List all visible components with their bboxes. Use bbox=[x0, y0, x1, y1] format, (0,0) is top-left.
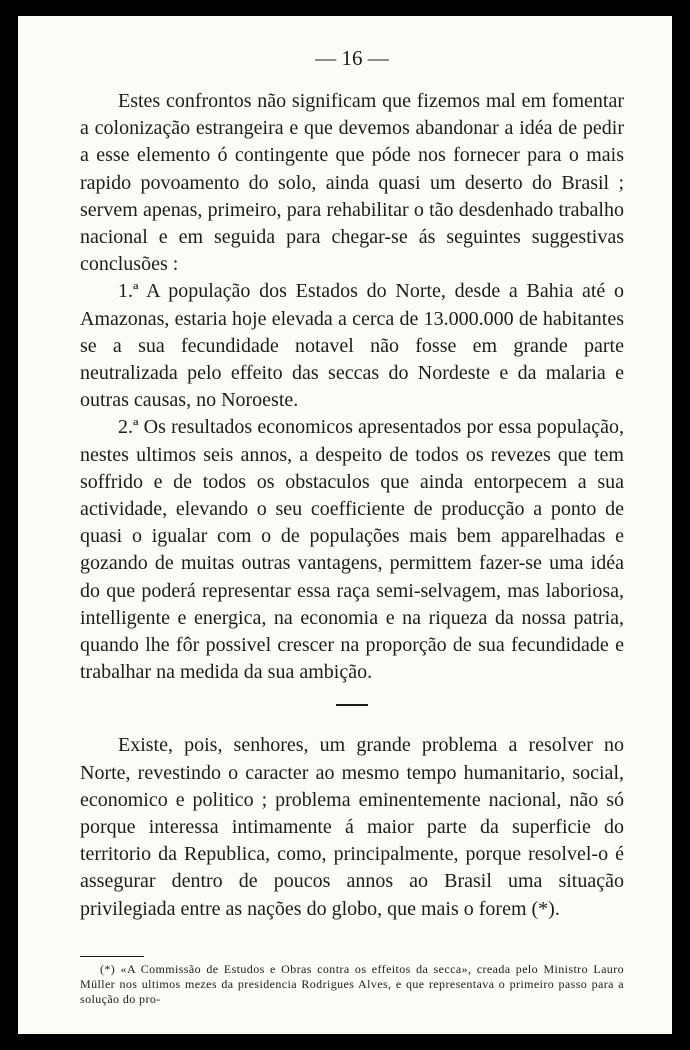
paragraph: 1.ª A população dos Estados do Norte, desde a Bahia até o Amazonas, estaria hoje elevada a cerca de 13.000.000 de habitantes se a sua fecundidade notavel não fosse em grande parte neutralizada pelo effeito das seccas do Nordeste e da malaria e outras causas, no Noroeste. bbox=[80, 280, 624, 412]
footnote-rule bbox=[80, 956, 144, 957]
paragraph: Existe, pois, senhores, um grande problema a resolver no Norte, revestindo o caracter ao mesmo tempo humanitario, social, economico e politico ; problema eminentemente nacional, não só porque interessa intimamente á maior parte da superficie do territorio da Republica, como, principalmente, porque resolvel-o é assegurar dentro de poucos annos ao Brasil uma situação privilegiada entre as nações do globo, que mais o forem (*). bbox=[80, 734, 624, 920]
page-number: — 16 — bbox=[315, 46, 389, 70]
section-divider bbox=[336, 704, 368, 706]
paragraph: 2.ª Os resultados economicos apresentados por essa população, nestes ultimos seis annos, a despeito de todos os revezes que tem soffrido e de todos os obstaculos que ainda entorpecem a sua actividade, elevando o seu coefficiente de producção a ponto de quasi o igualar com o de populações mais bem apparelhadas e gozando de muitas outras vantagens, permittem fazer-se uma idéa do que poderá representar essa raça semi-selvagem, mas laboriosa, intelligente e energica, na economia e na riqueza da nossa patria, quando lhe fôr possivel crescer na proporção de sua fecundidade e trabalhar na medida da sua ambição. bbox=[80, 416, 624, 684]
body-text bbox=[80, 88, 624, 923]
book-page bbox=[18, 16, 672, 1034]
footnote: (*) «A Commissão de Estudos e Obras contra os effeitos da secca», creada pelo Ministro Lauro Müller nos ultimos mezes da presidencia Rodrigues Alves, e que representava o primeiro passo para a solução do pro- bbox=[80, 962, 624, 1006]
paragraph: Estes confrontos não significam que fizemos mal em fomentar a colonização estrangeira e que devemos abandonar a idéa de pedir a esse elemento ó contingente que póde nos fornecer para o mais rapido povoamento do solo, ainda quasi um deserto do Brasil ; servem apenas, primeiro, para rehabilitar o tão desdenhado trabalho nacional e em seguida para chegar-se ás seguintes suggestivas conclusões : bbox=[80, 90, 624, 276]
